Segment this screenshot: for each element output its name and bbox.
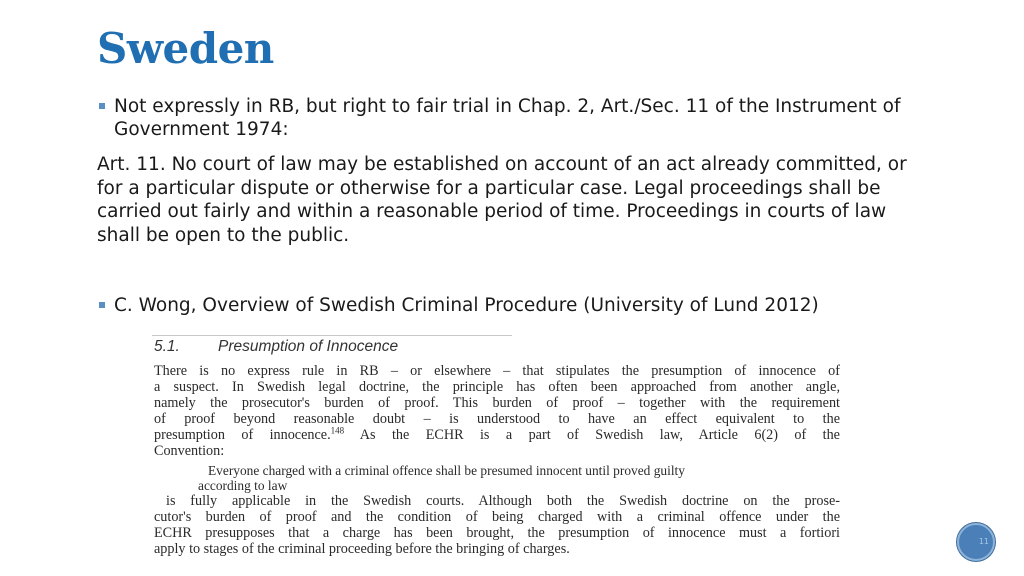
excerpt-quote-line: Everyone charged with a criminal offence shall be presumed innocent until proved guilty	[208, 463, 685, 478]
excerpt-line: namely the prosecutor's burden of proof. This burden of proof – together with the requirement	[154, 395, 840, 411]
excerpt-line: Convention:	[154, 443, 225, 459]
excerpt-line: There is no express rule in RB – or elsewhere – that stipulates the presumption of innocence of	[154, 363, 840, 379]
excerpt-line: apply to stages of the criminal proceeding before the bringing of charges.	[154, 541, 570, 557]
bullet-marker	[99, 302, 105, 308]
excerpt-section-heading	[154, 338, 398, 356]
bullet-instrument-of-government	[97, 95, 927, 141]
footnote-ref: 148	[330, 425, 345, 436]
excerpt-top-rule	[152, 335, 512, 336]
bullet-text: Not expressly in RB, but right to fair trial in Chap. 2, Art./Sec. 11 of the Instrument of Government 1974:	[114, 96, 901, 140]
excerpt-line	[154, 427, 840, 443]
excerpt-line: cutor's burden of proof and the condition of being charged with a criminal offence under the	[154, 509, 840, 525]
excerpt-text: As the ECHR is a part of Swedish law, Article 6(2) of the	[344, 427, 840, 443]
bullet-wong-reference	[97, 294, 927, 317]
book-excerpt-image	[150, 335, 845, 560]
bullet-marker	[99, 103, 105, 109]
article-11-text: Art. 11. No court of law may be established on account of an act already committed, or for a particular dispute or otherwise for a particular case. Legal proceedings shall be carried out fairly and within a reasonable period of time. Proceedings in courts of law shall be open to the public.	[97, 154, 907, 246]
slide-logo-badge	[957, 523, 995, 561]
excerpt-line: a suspect. In Swedish legal doctrine, the principle has often been approached from another angle,	[154, 379, 840, 395]
excerpt-quote-line: according to law	[198, 478, 288, 493]
section-number: 5.1.	[154, 338, 180, 355]
page-number: 11	[978, 537, 989, 546]
excerpt-line: ECHR presupposes that a charge has been brought, the presumption of innocence must a fortiori	[154, 525, 840, 541]
excerpt-text: presumption of innocence.	[154, 427, 331, 443]
excerpt-line: of proof beyond reasonable doubt – is understood to have an effect equivalent to the	[154, 411, 840, 427]
section-title: Presumption of Innocence	[218, 338, 399, 355]
bullet-text: C. Wong, Overview of Swedish Criminal Procedure (University of Lund 2012)	[114, 295, 819, 316]
excerpt-line: is fully applicable in the Swedish courts. Although both the Swedish doctrine on the prose-	[166, 493, 840, 509]
slide-title: Sweden	[97, 24, 274, 73]
